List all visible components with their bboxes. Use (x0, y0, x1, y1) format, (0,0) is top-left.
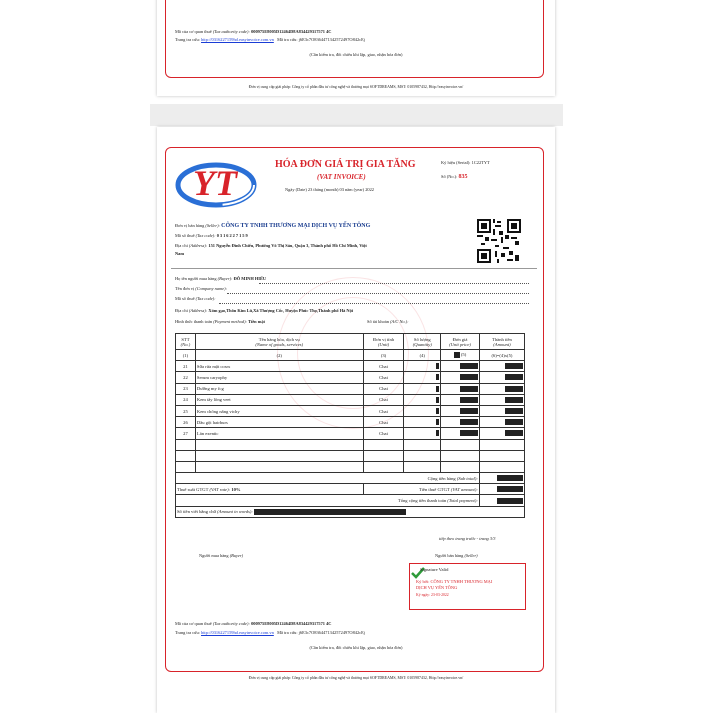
redaction-mark (497, 475, 523, 481)
buyer-dots-1 (259, 283, 529, 284)
row-no: 25 (176, 405, 196, 416)
prev-lookup-link[interactable]: http://0316227159hd.easyinvoice.com.vn (201, 37, 274, 42)
row-no: 27 (176, 428, 196, 439)
redaction-mark (254, 509, 406, 515)
row-qty (404, 428, 441, 439)
redaction-mark (505, 419, 523, 425)
row-name: Kem tẩy lông veet (195, 394, 363, 405)
prev-lookup-line: Trang tra cứu: http://0316227159hd.easyinvoice.com.vn Mã tra cứu: j6E3c7O8364471342572497O842cEj (175, 37, 366, 42)
redaction-mark (436, 430, 439, 436)
vat-amount-value (479, 484, 524, 495)
vat-row (176, 484, 525, 495)
qr-code (477, 219, 521, 263)
row-amount (479, 417, 524, 428)
row-no: 21 (176, 361, 196, 372)
row-amount (479, 394, 524, 405)
index-cell: (6)=(4)x(5) (479, 350, 524, 361)
row-no: 24 (176, 394, 196, 405)
empty-row (176, 461, 525, 472)
row-no: 22 (176, 372, 196, 383)
redaction-mark (460, 430, 478, 436)
redaction-mark (497, 486, 523, 492)
prev-tax-authority-line: Mã của cơ quan thuế (Tax authority code): 000975E8005D12464D8A834429317571 4C (175, 29, 332, 34)
redaction-mark (497, 498, 523, 504)
row-unit: Chai (363, 383, 404, 394)
buyer-tax-line: Mã số thuế (Tax code): (175, 296, 216, 301)
table-row (176, 361, 525, 372)
redaction-mark (460, 386, 478, 392)
index-cell: (3) (363, 350, 404, 361)
buyer-signature-label: Người mua hàng (Buyer) (199, 553, 244, 558)
empty-row (176, 439, 525, 450)
row-qty (404, 372, 441, 383)
redaction-mark (436, 374, 439, 380)
invoice-subtitle: (VAT INVOICE) (317, 173, 366, 181)
table-row (176, 417, 525, 428)
row-amount (479, 428, 524, 439)
row-unit: Chai (363, 394, 404, 405)
subtotal-value (479, 473, 524, 484)
row-name: Lăn exentic (195, 428, 363, 439)
row-qty (404, 417, 441, 428)
row-qty (404, 405, 441, 416)
logo-text: YT (193, 163, 237, 203)
invoice-page (157, 127, 555, 713)
signed-by: Ký bởi: CÔNG TY TNHH THƯƠNG MẠI (416, 579, 493, 584)
table-row (176, 405, 525, 416)
index-cell: (2) (195, 350, 363, 361)
row-price (441, 372, 480, 383)
row-unit: Chai (363, 405, 404, 416)
signature-status: Signature Valid (420, 567, 449, 572)
row-name: Dưỡng my fcg (195, 383, 363, 394)
index-cell: (1) (176, 350, 196, 361)
words-row (176, 506, 525, 517)
total-label: Tổng cộng tiền thanh toán (Total payment): (176, 495, 480, 506)
col-no: STT (No.) (176, 334, 196, 350)
index-cell: (4) (404, 350, 441, 361)
provider-note: Đơn vị cung cấp giải pháp: Công ty cổ phần đầu tư công nghệ và thương mại SOFTDREAMS, MST: 0105987432, Http://easyinvoice.vn/ (248, 676, 464, 680)
page-gap (150, 104, 563, 126)
redaction-mark (460, 408, 478, 414)
number-line: Số (No.): 835 (441, 174, 468, 180)
items-table (175, 333, 525, 518)
table-index-row (176, 350, 525, 361)
table-row (176, 372, 525, 383)
row-no: 23 (176, 383, 196, 394)
redaction-mark (505, 386, 523, 392)
serial-line: Ký hiệu (Serial): 1C22TYT (441, 160, 490, 165)
row-unit: Chai (363, 417, 404, 428)
row-price (441, 405, 480, 416)
row-price (441, 417, 480, 428)
lookup-link[interactable]: http://0316227159hd.easyinvoice.com.vn (201, 630, 274, 635)
redaction-mark (460, 374, 478, 380)
prev-check-note: (Cần kiểm tra, đối chiếu khi lập, giao, nhận hóa đơn) (309, 52, 403, 57)
index-cell: (5) (441, 350, 480, 361)
vat-rate: Thuế suất GTGT (VAT rate): 10% (176, 484, 364, 495)
redaction-mark (505, 397, 523, 403)
total-value (479, 495, 524, 506)
signed-date: Ký ngày: 23-03-2022 (416, 593, 449, 597)
row-name: Sữa rửa mặt cosrx (195, 361, 363, 372)
redaction-mark (454, 352, 460, 358)
divider (171, 268, 537, 269)
row-qty (404, 383, 441, 394)
seller-address-line2: Nam (175, 251, 185, 256)
buyer-dots-2 (227, 293, 529, 294)
row-unit: Chai (363, 361, 404, 372)
subtotal-row (176, 473, 525, 484)
row-qty (404, 361, 441, 372)
continued-note: tiếp theo trang trước - trang 3/3 (439, 536, 496, 541)
buyer-dots-3 (219, 303, 529, 304)
row-amount (479, 383, 524, 394)
seller-name-line: Đơn vị bán hàng (Seller): CÔNG TY TNHH THƯƠNG MẠI DỊCH VỤ YẾN TÔNG (175, 223, 371, 229)
redaction-mark (436, 419, 439, 425)
digital-signature-box (409, 563, 526, 610)
redaction-mark (505, 374, 523, 380)
row-amount (479, 372, 524, 383)
col-amount: Thành tiền (Amount) (479, 334, 524, 350)
previous-invoice-page (157, 0, 555, 96)
signed-by-line2: DỊCH VỤ YẾN TÔNG (416, 585, 458, 590)
redaction-mark (505, 408, 523, 414)
table-row (176, 428, 525, 439)
row-price (441, 428, 480, 439)
row-price (441, 383, 480, 394)
row-price (441, 361, 480, 372)
row-no: 26 (176, 417, 196, 428)
col-price: Đơn giá (Unit price) (441, 334, 480, 350)
invoice-date: Ngày (Date) 23 tháng (month) 03 năm (year) 2022 (285, 187, 375, 192)
prev-provider-note: Đơn vị cung cấp giải pháp: Công ty cổ phần đầu tư công nghệ và thương mại SOFTDREAMS, MST: 0105987432, Http://easyinvoice.vn/ (248, 85, 464, 89)
buyer-address-line: Địa chỉ (Address): Xóm gạo,Thôn Kim Lũ,Xã Thượng Cốc, Huyện Phúc Thọ,Thành phố Hà Nội (175, 308, 353, 313)
check-note: (Cần kiểm tra, đối chiếu khi lập, giao, nhận hóa đơn) (309, 645, 403, 650)
redaction-mark (505, 363, 523, 369)
total-row (176, 495, 525, 506)
row-name: Serum caryophy (195, 372, 363, 383)
row-amount (479, 361, 524, 372)
seller-signature-label: Người bán hàng (Seller) (435, 553, 478, 558)
redaction-mark (460, 363, 478, 369)
tax-authority-line: Mã của cơ quan thuế (Tax authority code): 000975E8005D12464D8A834429317571 4C (175, 621, 332, 626)
payment-method-line: Hình thức thanh toán (Payment method): Tiền mặt (175, 319, 266, 324)
seller-address-line: Địa chỉ (Address): 151 Nguyễn Đình Chiểu, Phường Võ Thị Sáu, Quận 3, Thành phố Hồ Chí Minh, Việt (175, 243, 367, 248)
row-name: Dầu gội hairburs (195, 417, 363, 428)
col-qty: Số lượng (Quantity) (404, 334, 441, 350)
row-unit: Chai (363, 428, 404, 439)
col-name: Tên hàng hóa, dịch vụ (Name of goods, services) (195, 334, 363, 350)
company-logo (175, 157, 257, 211)
account-line: Số tài khoản (A/C No.): (367, 319, 409, 324)
table-row (176, 383, 525, 394)
redaction-mark (460, 419, 478, 425)
table-header-row (176, 334, 525, 350)
subtotal-label: Cộng tiền hàng (Sub total): (176, 473, 480, 484)
buyer-name-line: Họ tên người mua hàng (Buyer): ĐỖ MINH HIẾU (175, 276, 267, 281)
redaction-mark (436, 386, 439, 392)
buyer-company-line: Tên đơn vị (Company name): (175, 286, 228, 291)
empty-row (176, 450, 525, 461)
lookup-line: Trang tra cứu: http://0316227159hd.easyinvoice.com.vn Mã tra cứu: j6E3c7O8364471342572497O842cEj (175, 630, 366, 635)
redaction-mark (505, 430, 523, 436)
redaction-mark (436, 363, 439, 369)
row-unit: Chai (363, 372, 404, 383)
amount-in-words: Số tiền viết bằng chữ (Amount in words): (176, 506, 525, 517)
redaction-mark (436, 397, 439, 403)
row-name: Kem chống nắng vichy (195, 405, 363, 416)
redaction-mark (436, 408, 439, 414)
invoice-title: HÓA ĐƠN GIÁ TRỊ GIA TĂNG (275, 159, 416, 170)
row-qty (404, 394, 441, 405)
row-price (441, 394, 480, 405)
vat-amount-label: Tiền thuế GTGT (VAT amount): (363, 484, 479, 495)
table-row (176, 394, 525, 405)
col-unit: Đơn vị tính (Unit) (363, 334, 404, 350)
seller-tax-line: Mã số thuế (Tax code): 0316227159 (175, 233, 249, 238)
row-amount (479, 405, 524, 416)
redaction-mark (460, 397, 478, 403)
